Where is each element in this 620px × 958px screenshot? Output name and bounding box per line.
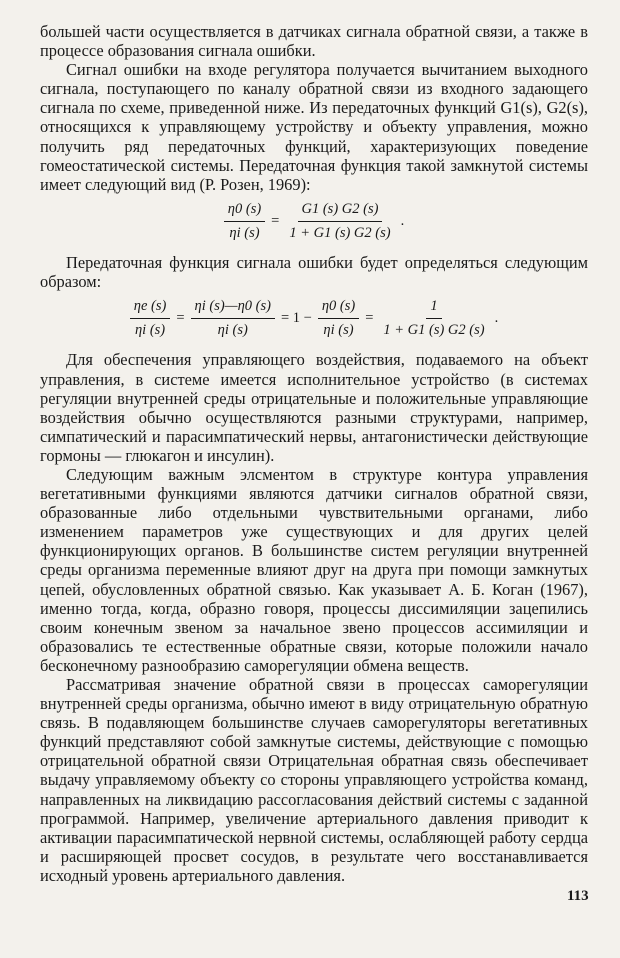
fraction-denominator: ηi (s): [217, 322, 248, 339]
paragraph-6: Рассматривая значение обратной связи в процессах саморегуляции внутренней среды организма, обычно имеют в виду отрицательную обратную связь. В подавляющем большинстве случаев саморегуляторы вегетативных функций представляют собой замкнутые системы, действующие с помощью отрицательной обратной связи Отрицательная обратная связь обеспечивает выдачу управляемому объекту со стороны управляющего устройства команд, направленных на ликвидацию рассогласования действий системы с заданной программой. Например, увеличение артериального давления приводит к активации парасимпатической нервной системы, ослабляющей работу сердца и расширяющей просвет сосудов, в результате чего восстанавливается исходный уровень артериального давления.: [40, 675, 588, 885]
formula-period: .: [494, 310, 499, 327]
formula-error-signal: [40, 297, 588, 340]
paragraph-3: Передаточная функция сигнала ошибки будет определяться следующим образом:: [40, 253, 588, 292]
fraction-a: [130, 297, 171, 340]
fraction-numerator: G1 (s) G2 (s): [298, 200, 383, 222]
equals-sign: =: [271, 212, 280, 229]
fraction-denominator: 1 + G1 (s) G2 (s): [289, 224, 391, 241]
fraction-denominator: ηi (s): [229, 224, 260, 241]
fraction-numerator: ηe (s): [130, 297, 171, 319]
page-number: 113: [567, 888, 589, 904]
equals-sign: =: [176, 310, 185, 327]
paragraph-5: Следующим важным элсментом в структуре контура управления вегетативными функциями являются датчики сигналов обратной связи, образованные либо отдельными чувствительными органами, либо изменением параметров уже существующих и для других целей функционирующих органов. В большинстве систем регуляции внутренней среды организма переменные влияют друг на друга при помощи замкнутых цепей, обусловленных обратной связью. Как указывает А. Б. Коган (1967), именно тогда, когда, образно говоря, процессы диссимиляции зацепились своим конечным звеном за начальное звено процессов ассимиляции и образовались те естественные обратные связи, которые положили начало бесконечному разнообразию саморегуляции обмена веществ.: [40, 464, 588, 675]
fraction-numerator: η0 (s): [318, 297, 359, 319]
fraction-c: [318, 297, 359, 340]
fraction-denominator: ηi (s): [134, 322, 166, 339]
paragraph-2: Сигнал ошибки на входе регулятора получается вычитанием выходного сигнала, поступающего по каналу обратной связи из входного задающего сигнала по схеме, приведенной ниже. Из передаточных функций G1(s), G2(s), относящихся к управляющему устройству и объекту управления, можно получить ряд передаточных функций, характеризующих поведение гомеостатической системы. Передаточная функция такой замкнутой системы имеет следующий вид (Р. Розен, 1969):: [40, 60, 588, 194]
equals-sign: =: [365, 310, 374, 327]
equals-one-minus: = 1 −: [280, 310, 312, 327]
fraction-d: [379, 297, 488, 340]
fraction-numerator: ηi (s)—η0 (s): [191, 297, 275, 319]
formula-closed-loop: [40, 200, 588, 243]
fraction-lhs: [224, 200, 265, 243]
fraction-denominator: ηi (s): [323, 322, 354, 339]
fraction-denominator: 1 + G1 (s) G2 (s): [383, 322, 485, 339]
paragraph-4: Для обеспечения управляющего воздействия, подаваемого на объект управления, в системе имеется исполнительное устройство (в системах регуляции внутренней среды отрицательные и положительные управляющие воздействия обычно осуществляются разными структурами, например, симпатический и парасимпатический нервы, антагонистически действующие гормоны — глюкагон и инсулин).: [40, 350, 588, 465]
fraction-numerator: 1: [426, 297, 441, 319]
formula-period: .: [400, 212, 405, 229]
page-text: [40, 22, 588, 885]
fraction-b: [191, 297, 275, 340]
fraction-numerator: η0 (s): [224, 200, 265, 222]
paragraph-1: большей части осуществляется в датчиках сигнала обратной связи, а также в процессе образования сигнала ошибки.: [40, 22, 588, 61]
fraction-rhs: [285, 200, 394, 243]
